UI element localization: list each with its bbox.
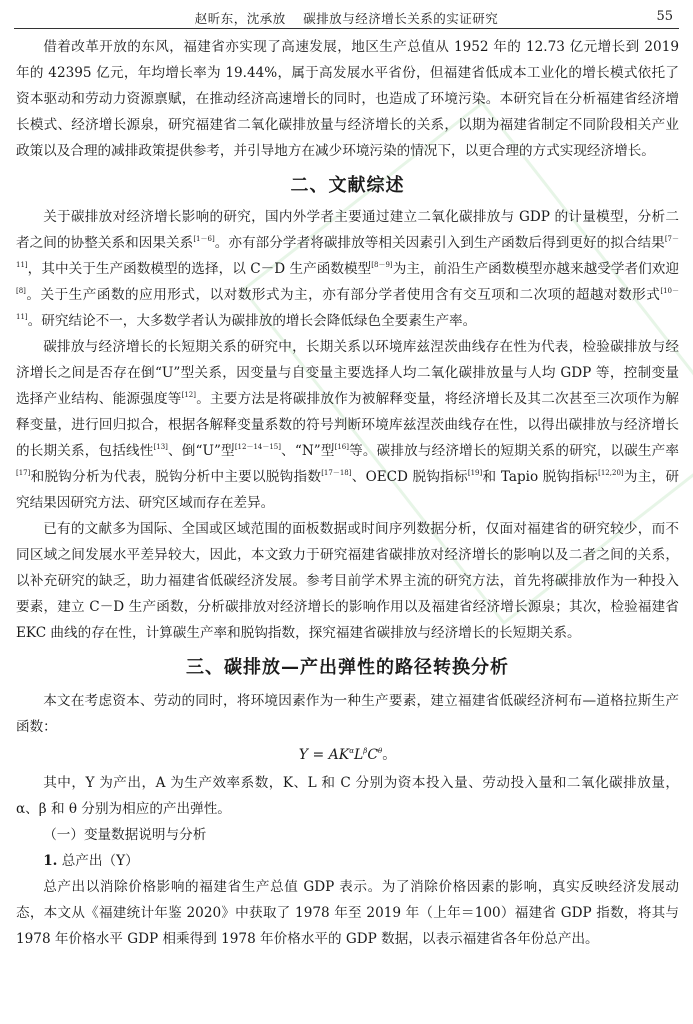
method-paragraph-2: 其中，Y 为产出，A 为生产效率系数，K、L 和 C 分别为资本投入量、劳动投入量和二氧化碳排放量，α、β 和 θ 分别为相应的产出弹性。 — [16, 775, 679, 817]
subsection-heading-variables: （一）变量数据说明与分析 — [43, 827, 207, 843]
section-heading-path-analysis: 三、碳排放—产出弹性的路径转换分析 — [186, 657, 509, 678]
citation: [19] — [467, 469, 483, 477]
formula-y: Y — [298, 747, 308, 763]
formula-k: K — [338, 747, 350, 763]
citation: [10－11] — [16, 287, 679, 321]
text-run: 。研究结论不一，大多数学者认为碳排放的增长会降低绿色全要素生产率。 — [27, 313, 477, 329]
formula-c: C — [367, 747, 379, 763]
citation: [1－6] — [193, 235, 215, 243]
text-run: 碳排放与经济增长的长短期关系的研究中，长期关系以环境库兹涅茨曲线存在性为代表，检验碳排放与经济增长之间是否存在倒“U”型关系，因变量与自变量主要选择人均二氧化碳排放量与人均 GDP 等，控制变量选择产业结构、能源强度等 — [16, 339, 679, 407]
formula-alpha: α — [349, 747, 354, 755]
page-number: 55 — [656, 9, 673, 24]
subsection-title: 总产出（Y） — [61, 853, 139, 869]
text-run: 。关于生产函数的应用形式，以对数形式为主，亦有部分学者使用含有交互项和二次项的超越对数形式 — [25, 287, 661, 303]
citation: [12] — [181, 391, 196, 399]
method-paragraph-1: 本文在考虑资本、劳动的同时，将环境因素作为一种生产要素，建立福建省低碳经济柯布—道格拉斯生产函数： — [16, 693, 679, 735]
page-body — [16, 34, 679, 952]
output-paragraph: 总产出以消除价格影响的福建省生产总值 GDP 表示。为了消除价格因素的影响，真实反映经济发展动态，本文从《福建统计年鉴 2020》中获取了 1978 年至 2019 年（上年＝100）福建省 GDP 指数，将其与 1978 年价格水平 GDP 相乘得到 1978 年价格水平的 GDP 数据，以表示福建省各年份总产出。 — [16, 879, 679, 947]
subsection-number: 1. — [43, 853, 58, 869]
citation: [7－11] — [16, 235, 680, 269]
text-run: 。亦有部分学者将碳排放等相关因素引入到生产函数后得到更好的拟合结果 — [214, 235, 665, 251]
subsection-heading-output — [16, 848, 679, 874]
literature-paragraph-1 — [16, 204, 679, 334]
citation: [16] — [334, 443, 349, 451]
citation: [8] — [16, 287, 26, 295]
citation: [12－14－15] — [234, 443, 281, 451]
text-run: 、“N”型 — [281, 443, 335, 459]
text-run: ，其中关于生产函数模型的选择，以 C－D 生产函数模型 — [27, 261, 372, 277]
text-run: 为主，前沿生产函数模型亦越来越受学者们欢迎 — [392, 261, 679, 277]
production-function-formula — [16, 740, 679, 770]
page-header — [14, 6, 679, 29]
text-run: 、OECD 脱钩指标 — [351, 469, 468, 485]
citation: [17] — [16, 469, 31, 477]
formula-l: L — [353, 747, 364, 763]
text-run: 关于碳排放对经济增长影响的研究，国内外学者主要通过建立二氧化碳排放与 GDP 的计量模型，分析二者之间的协整关系和因果关系 — [16, 209, 679, 251]
section-heading-literature-review: 二、文献综述 — [290, 175, 405, 196]
running-head: 赵昕东，沈承放 碳排放与经济增长关系的实证研究 — [194, 11, 499, 26]
literature-paragraph-2 — [16, 334, 679, 516]
citation: [8－9] — [371, 261, 393, 269]
text-run: 为主，研究结果因研究方法、研究区域而存在差异。 — [16, 469, 679, 511]
text-run: 、倒“U”型 — [167, 443, 235, 459]
text-run: 和 Tapio 脱钩指标 — [482, 469, 599, 485]
text-run: 和脱钩分析为代表，脱钩分析中主要以脱钩指数 — [30, 469, 322, 485]
literature-paragraph-3: 已有的文献多为国际、全国或区域范围的面板数据或时间序列数据分析，仅面对福建省的研究较少，而不同区域之间发展水平差异较大，因此，本文致力于研究福建省碳排放对经济增长的影响以及二者之间的关系，以补充研究的缺乏，助力福建省低碳经济发展。参考目前学术界主流的研究方法，首先将碳排放作为一种投入要素，建立 C－D 生产函数，分析碳排放对经济增长的影响作用以及福建省经济增长源泉；其次，检验福建省 EKC 曲线的存在性，计算碳生产率和脱钩指数，探究福建省碳排放与经济增长的长短期关系。 — [16, 521, 679, 641]
formula-a: A — [328, 747, 339, 763]
citation: [13] — [153, 443, 168, 451]
formula-end: 。 — [382, 747, 397, 763]
citation: [17－18] — [321, 469, 352, 477]
formula-beta: β — [363, 747, 368, 755]
citation: [12,20] — [598, 469, 624, 477]
intro-paragraph: 借着改革开放的东风，福建省亦实现了高速发展，地区生产总值从 1952 年的 12.73 亿元增长到 2019 年的 42395 亿元，年均增长率为 19.44%，属于高发展水平省份，但福建省低成本工业化的增长模式依托了资本驱动和劳动力资源禀赋，在推动经济高速增长的同时，也造成了环境污染。本研究旨在分析福建省经济增长模式、经济增长源泉，研究福建省二氧化碳排放量与经济增长的关系，以期为福建省制定不同阶段相关产业政策以及合理的减排政策提供参考，并引导地方在减少环境污染的情况下，以更合理的方式实现经济增长。 — [16, 39, 679, 159]
text-run: 等。碳排放与经济增长的短期关系的研究，以碳生产率 — [348, 443, 680, 459]
formula-theta: θ — [378, 747, 383, 755]
text-run: 。主要方法是将碳排放作为被解释变量，将经济增长及其二次甚至三次项作为解释变量，进行回归拟合，根据各解释变量系数的符号判断环境库兹涅茨曲线存在性，以得出碳排放与经济增长的长期关系，包括线性 — [16, 391, 680, 459]
formula-equals: = — [312, 747, 325, 763]
